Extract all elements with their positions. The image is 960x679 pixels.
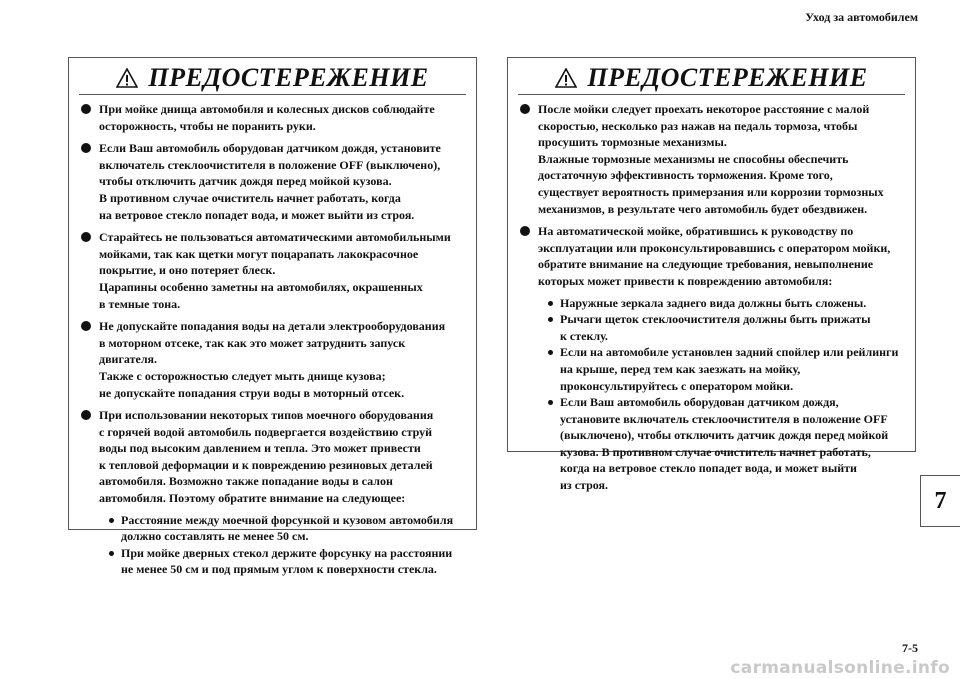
watermark: carmanualsonline.info — [730, 658, 950, 678]
warning-item-text: Если Ваш автомобиль оборудован датчиком дождя, установите включатель стеклоочистителя в положение OFF (выключено), чтобы отключить датчик дождя перед мойкой кузова. В противном случае очиститель начнет работать, когда на ветровое стекло попадет вода, и может выйти из строя. — [99, 141, 441, 222]
warning-sublist — [538, 295, 905, 494]
warning-triangle-icon — [555, 68, 577, 88]
warning-item — [81, 101, 466, 134]
warning-item-text: При мойке днища автомобиля и колесных дисков соблюдайте осторожность, чтобы не поранить руки. — [99, 102, 435, 133]
warning-item — [81, 140, 466, 223]
warning-box-left — [68, 57, 477, 577]
warning-subitem: При мойке дверных стекол держите форсунку на расстоянии не менее 50 см и под прямым углом к поверхности стекла. — [109, 545, 466, 578]
warning-subitem: Если на автомобиле установлен задний спойлер или рейлинги на крыше, перед тем как заезжать на мойку, проконсультируйтесь с оператором мойки. — [548, 344, 905, 394]
warning-sublist — [99, 512, 466, 578]
warning-title: ПРЕДОСТЕРЕЖЕНИЕ — [148, 63, 429, 92]
warning-item — [81, 318, 466, 401]
warning-item-text: На автоматической мойке, обратившись к руководству по эксплуатации или проконсультировавшись с оператором мойки, обратите внимание на следующие требования, невыполнение которых может привести к повреждению автомобиля: — [538, 224, 891, 288]
warning-item-text: Старайтесь не пользоваться автоматическими автомобильными мойками, так как щетки могут поцарапать лакокрасочное покрытие, и оно потеряет блеск. Царапины особенно заметны на автомобилях, окрашенных в темные тона. — [99, 230, 451, 311]
warning-subitem: Если Ваш автомобиль оборудован датчиком дождя, установите включатель стеклоочистителя в положение OFF (выключено), чтобы отключить датчик дождя перед мойкой кузова. В противном случае очиститель начнет работать, когда на ветровое стекло попадет вода, и может выйти из строя. — [548, 394, 905, 494]
warning-subitem: Наружные зеркала заднего вида должны быть сложены. — [548, 295, 905, 312]
warning-item-text: При использовании некоторых типов моечного оборудования с горячей водой автомобиль подвергается воздействию струй воды под высоким давлением и тепла. Это может привести к тепловой деформации и к повреждению резиновых деталей автомобиля. Возможно также попадание воды в салон автомобиля. Поэтому обратите внимание на следующее: — [99, 408, 434, 506]
warning-list — [508, 95, 915, 494]
page-number: 7-5 — [902, 641, 918, 655]
warning-item-text: Не допускайте попадания воды на детали электрооборудования в моторном отсеке, так как это может затруднить запуск двигателя. Также с осторожностью следует мыть днище кузова; не допускайте попадания струи воды в моторный отсек. — [99, 319, 446, 400]
chapter-tab: 7 — [920, 475, 960, 527]
warning-box-right — [507, 57, 916, 493]
warning-triangle-icon — [116, 68, 138, 88]
warning-subitem: Расстояние между моечной форсункой и кузовом автомобиля должно составлять не менее 50 см. — [109, 512, 466, 545]
warning-header — [508, 62, 915, 94]
warning-item — [520, 101, 905, 217]
warning-subitem: Рычаги щеток стеклоочистителя должны быть прижаты к стеклу. — [548, 311, 905, 344]
warning-item-text: После мойки следует проехать некоторое расстояние с малой скоростью, несколько раз нажав на педаль тормоза, чтобы просушить тормозные механизмы. Влажные тормозные механизмы не способны обеспечить достаточную эффективность торможения. Кроме того, существует вероятность примерзания или коррозии тормозных механизмов, в результате чего автомобиль будет обездвижен. — [538, 102, 884, 216]
warning-item — [520, 223, 905, 494]
warning-item — [81, 407, 466, 578]
warning-list — [69, 95, 476, 578]
warning-header — [69, 62, 476, 94]
header-title: Уход за автомобилем — [805, 10, 918, 24]
warning-title: ПРЕДОСТЕРЕЖЕНИЕ — [587, 63, 868, 92]
warning-item — [81, 229, 466, 312]
